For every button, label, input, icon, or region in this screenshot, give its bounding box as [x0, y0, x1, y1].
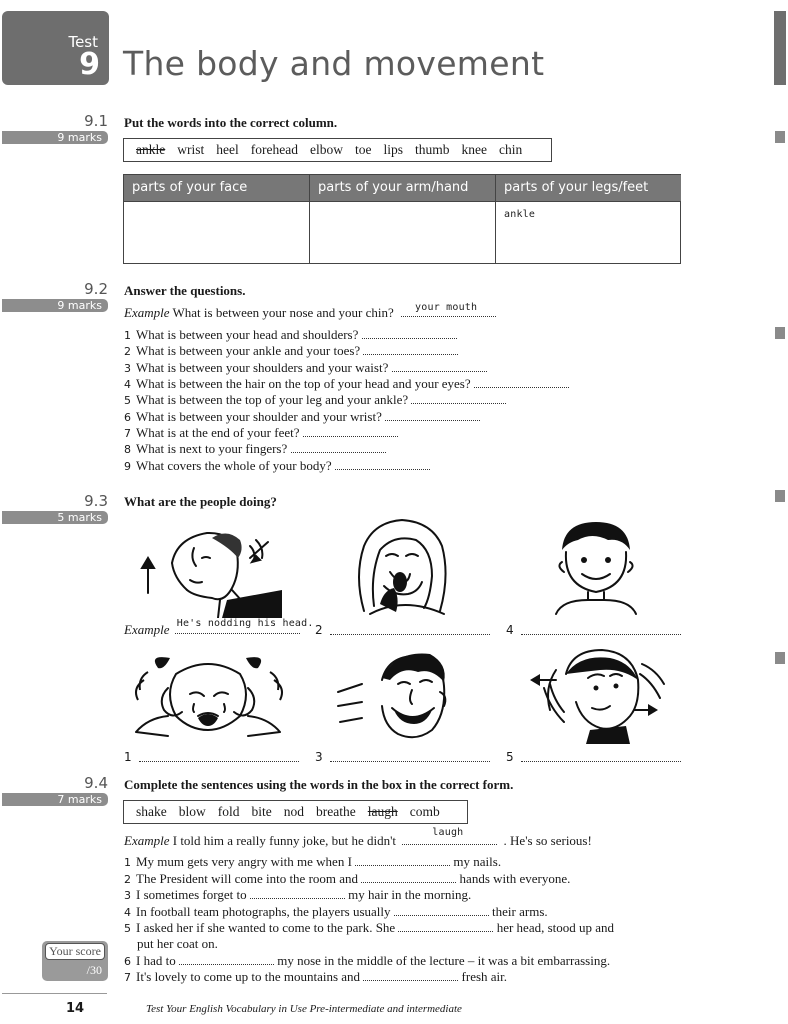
- picture-label: 5: [506, 750, 514, 764]
- sentence-item: 7 It's lovely to come up to the mountains and fresh air.: [124, 969, 508, 984]
- nodding-man-illustration: [132, 518, 282, 618]
- picture-label: 1: [124, 750, 132, 764]
- example-entry: ankle: [504, 209, 536, 220]
- picture-label: 2: [315, 623, 323, 637]
- word-item: thumb: [414, 142, 450, 157]
- sentence-item: 3 I sometimes forget to my hair in the morning.: [124, 887, 472, 902]
- sentence-item: 4 In football team photographs, the players usually their arms.: [124, 904, 548, 919]
- marks-label: 9 marks: [57, 131, 102, 144]
- page-number: 14: [66, 1001, 85, 1016]
- marks-badge: [2, 793, 108, 806]
- section-instruction: Complete the sentences using the words in the box in the correct form.: [124, 777, 514, 792]
- word-item: knee: [461, 142, 487, 157]
- marks-badge: [2, 511, 108, 524]
- example-answer-line: [402, 827, 497, 845]
- word-item: nod: [283, 804, 304, 819]
- question-item: 9 What covers the whole of your body?: [124, 458, 430, 474]
- answer-line: [521, 633, 681, 635]
- yawning-woman-illustration: [344, 516, 464, 616]
- marks-badge: [2, 131, 108, 144]
- picture-example-answer: He's nodding his head.: [176, 618, 314, 629]
- edge-marker: [775, 490, 785, 502]
- column-header: parts of your legs/feet: [496, 175, 681, 201]
- example-answer: laugh: [432, 827, 464, 838]
- edge-marker: [775, 327, 785, 339]
- word-item: elbow: [309, 142, 343, 157]
- example-question: What is between your nose and your chin?: [172, 305, 394, 320]
- section-number: 9.1: [84, 112, 108, 130]
- crying-girl-illustration: [128, 648, 288, 740]
- question-item: 6 What is between your shoulder and your wrist?: [124, 409, 480, 425]
- footer-divider: [2, 993, 107, 994]
- word-item: shake: [136, 804, 167, 819]
- word-box: [123, 800, 468, 824]
- word-item: ankle: [136, 142, 166, 157]
- answer-line: [330, 760, 490, 762]
- section-number: 9.2: [84, 280, 108, 298]
- sentence-item: 5 I asked her if she wanted to come to the park. She her head, stood up and: [124, 920, 615, 935]
- edge-tab-bar: [774, 11, 786, 85]
- word-item: bite: [251, 804, 272, 819]
- score-label: Your score: [45, 943, 105, 960]
- word-item: chin: [498, 142, 523, 157]
- word-item: heel: [216, 142, 239, 157]
- word-item: comb: [409, 804, 440, 819]
- example-after: . He's so serious!: [503, 833, 592, 848]
- question-item: 2 What is between your ankle and your toes?: [124, 343, 458, 359]
- picture-label: 4: [506, 623, 514, 637]
- answer-line: [330, 633, 490, 635]
- example-line: [124, 827, 592, 849]
- score-total: /30: [86, 963, 102, 977]
- word-item: fold: [217, 804, 240, 819]
- column-header: parts of your face: [124, 175, 309, 201]
- example-label: Example: [124, 305, 170, 320]
- answer-line: [139, 760, 299, 762]
- question-item: 8 What is next to your fingers?: [124, 441, 386, 457]
- marks-label: 5 marks: [57, 511, 102, 524]
- sentence-continuation: put her coat on.: [137, 936, 218, 951]
- answer-table: [123, 174, 681, 264]
- section-instruction: What are the people doing?: [124, 494, 277, 509]
- score-box: [42, 941, 108, 981]
- word-item: lips: [383, 142, 403, 157]
- word-item: breathe: [316, 804, 356, 819]
- sentence-item: 1 My mum gets very angry with me when I my nails.: [124, 854, 502, 869]
- example-answer: your mouth: [415, 302, 478, 313]
- example-label: Example: [124, 833, 170, 848]
- example-line: [124, 304, 496, 321]
- test-number-tab: [2, 11, 109, 85]
- edge-marker: [775, 131, 785, 143]
- sentence-item: 6 I had to my nose in the middle of the lecture – it was a bit embarrassing.: [124, 953, 611, 968]
- word-item: forehead: [250, 142, 298, 157]
- question-item: 3 What is between your shoulders and your waist?: [124, 360, 487, 376]
- laughing-man-illustration: [336, 650, 456, 742]
- test-label: Test: [68, 33, 98, 51]
- word-item: laugh: [367, 804, 398, 819]
- section-number: 9.4: [84, 774, 108, 792]
- column-header: parts of your arm/hand: [310, 175, 495, 201]
- picture-label: 3: [315, 750, 323, 764]
- marks-badge: [2, 299, 108, 312]
- table-divider: [309, 175, 310, 263]
- picture-example-label: Example He's nodding his head.: [124, 618, 314, 637]
- word-item: toe: [354, 142, 372, 157]
- sentence-item: 2 The President will come into the room and hands with everyone.: [124, 871, 571, 886]
- table-divider: [495, 175, 496, 263]
- table-divider: [124, 201, 680, 202]
- head-shaking-woman-illustration: [530, 644, 670, 744]
- word-item: blow: [178, 804, 206, 819]
- marks-label: 7 marks: [57, 793, 102, 806]
- page-title: The body and movement: [123, 44, 545, 83]
- section-instruction: Put the words into the correct column.: [124, 115, 338, 130]
- example-answer-line: [401, 304, 496, 317]
- section-instruction: Answer the questions.: [124, 283, 246, 298]
- question-item: 4 What is between the hair on the top of your head and your eyes?: [124, 376, 569, 392]
- answer-line: [521, 760, 681, 762]
- question-item: 7 What is at the end of your feet?: [124, 425, 398, 441]
- smiling-boy-illustration: [552, 516, 638, 616]
- test-number: 9: [79, 47, 100, 82]
- section-number: 9.3: [84, 492, 108, 510]
- word-box: [123, 138, 552, 162]
- edge-marker: [775, 652, 785, 664]
- question-item: 1 What is between your head and shoulders?: [124, 327, 457, 343]
- example-before: I told him a really funny joke, but he didn't: [172, 833, 397, 848]
- word-item: wrist: [177, 142, 205, 157]
- question-item: 5 What is between the top of your leg and your ankle?: [124, 392, 506, 408]
- book-title-footer: Test Your English Vocabulary in Use Pre-intermediate and intermediate: [146, 1003, 462, 1015]
- marks-label: 9 marks: [57, 299, 102, 312]
